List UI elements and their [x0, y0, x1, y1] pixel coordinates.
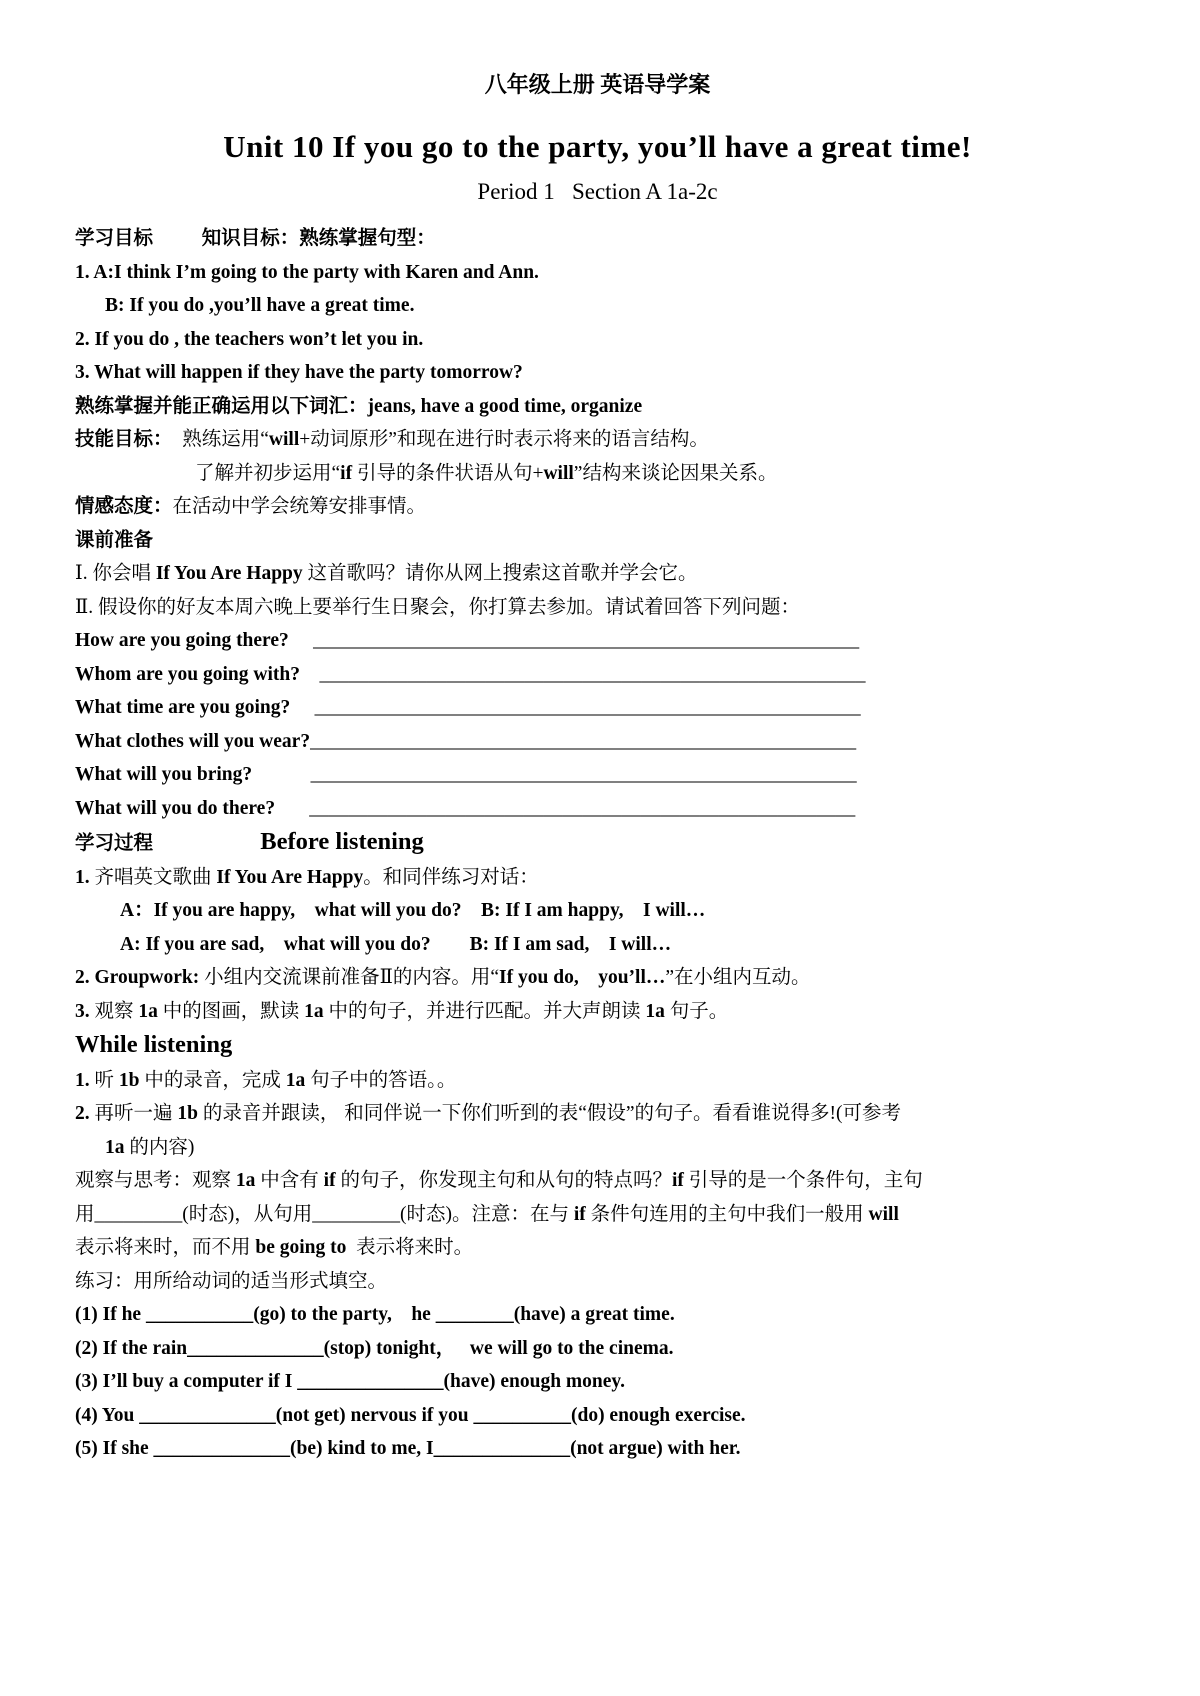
text-segment: While listening	[75, 1031, 233, 1058]
doc-line	[75, 758, 1120, 792]
text-segment	[290, 697, 314, 718]
doc-line	[75, 323, 1120, 357]
text-segment: 1a	[645, 1000, 665, 1022]
text-segment: 听	[94, 1069, 119, 1091]
text-segment: 1a	[138, 1000, 158, 1022]
text-segment: 引导的是一个条件句，主句	[683, 1170, 923, 1191]
doc-line	[75, 961, 1120, 995]
doc-line	[75, 894, 1120, 928]
text-segment: 了解并初步运用“	[195, 462, 341, 484]
text-segment: 条件句连用的主句中我们一般用	[585, 1203, 869, 1225]
text-segment: 这首歌吗？请你从网上搜索这首歌并学会它。	[302, 563, 698, 584]
text-segment: 熟练掌握并能正确运用以下词汇：	[75, 395, 368, 417]
text-segment: 引导的条件状语从句+	[352, 462, 544, 484]
text-segment: ________________________________________________________	[310, 764, 857, 785]
text-segment: A：If you are happy, what will you do? B: If I am happy, I will…	[120, 900, 706, 921]
doc-line	[75, 1164, 1120, 1198]
text-segment: (5) If she ______________(be) kind to me, I______________(not argue) with her.	[75, 1438, 741, 1459]
text-segment: ________________________________________________________	[313, 630, 860, 651]
doc-line	[75, 1399, 1120, 1433]
text-segment: 表示将来时，而不用	[75, 1237, 256, 1258]
text-segment: What time are you going?	[75, 697, 291, 718]
text-segment: If you do, you’ll…	[499, 967, 666, 988]
doc-line	[75, 256, 1120, 290]
doc-line	[75, 1231, 1120, 1265]
doc-line	[75, 1298, 1120, 1332]
doc-line	[75, 1131, 1120, 1165]
text-segment: (1) If he ___________(go) to the party, he ________(have) a great time.	[75, 1304, 675, 1325]
text-segment: 学习过程	[75, 833, 154, 854]
doc-line	[75, 1332, 1120, 1366]
text-segment: 1a	[285, 1069, 306, 1091]
text-segment: 在活动中学会统筹安排事情。	[172, 496, 427, 517]
text-segment	[252, 764, 311, 785]
doc-line	[75, 792, 1120, 826]
doc-title: Unit 10 If you go to the party, you’ll have a great time!	[223, 129, 972, 164]
text-segment: If You Are Happy	[155, 563, 303, 584]
text-segment: 1.	[75, 866, 95, 888]
text-segment: +动词原形”和现在进行时表示将来的语言结构。	[299, 429, 709, 450]
text-segment: 的录音并跟读， 和同伴说一下你们听到的表“假设”的句子。看看谁说得多!(可参考	[198, 1103, 902, 1124]
text-segment: 知识目标：熟练掌握句型：	[201, 228, 436, 249]
doc-line	[75, 524, 1120, 558]
text-segment: 2. Groupwork:	[75, 967, 205, 988]
doc-line	[75, 222, 1120, 256]
text-segment: 3.	[75, 1000, 95, 1022]
text-segment: ________________________________________________________	[319, 663, 866, 685]
doc-line	[75, 825, 1120, 861]
text-segment: if	[573, 1203, 586, 1225]
text-segment: 1b	[118, 1069, 140, 1091]
text-segment: 2.	[75, 1103, 95, 1124]
text-segment: 表示将来时。	[346, 1237, 474, 1258]
text-segment: will	[268, 429, 300, 450]
text-segment: 2. If you do , the teachers won’t let you in.	[75, 328, 424, 350]
text-segment: will	[868, 1203, 899, 1225]
text-segment: ”在小组内互动。	[665, 967, 811, 988]
text-segment: if	[340, 462, 353, 484]
text-segment: ________________________________________________________	[310, 730, 857, 752]
text-segment: will	[543, 462, 574, 484]
text-segment: 小组内交流课前准备Ⅱ的内容。用“	[204, 967, 500, 988]
doc-line	[75, 658, 1120, 692]
text-segment: What will you do there?	[75, 797, 276, 819]
text-segment: What will you bring?	[75, 764, 253, 785]
doc-line	[75, 557, 1120, 591]
text-segment: If You Are Happy	[216, 866, 364, 888]
text-segment: 学习目标	[75, 228, 154, 249]
doc-line	[75, 861, 1120, 895]
text-segment: 课前准备	[75, 529, 154, 551]
text-segment: 齐唱英文歌曲	[94, 866, 217, 888]
doc-line	[75, 356, 1120, 390]
doc-line	[75, 591, 1120, 625]
doc-line	[75, 1265, 1120, 1299]
text-segment: B: If you do ,you’ll have a great time.	[105, 295, 415, 316]
text-segment: A: If you are sad, what will you do? B: If I am sad, I will…	[120, 933, 672, 955]
text-segment	[153, 228, 202, 249]
text-segment: 观察	[94, 1000, 139, 1022]
text-segment: 观察与思考：观察	[75, 1170, 236, 1191]
text-segment: 技能目标：	[75, 429, 173, 450]
doc-line	[75, 725, 1120, 759]
text-segment: 的内容)	[124, 1136, 195, 1158]
text-segment: be going to	[255, 1237, 347, 1258]
text-segment: 1.	[75, 1069, 95, 1091]
text-segment: 。和同伴练习对话：	[363, 866, 539, 888]
text-segment: Whom are you going with?	[75, 663, 300, 685]
text-segment: 3. What will happen if they have the party tomorrow?	[75, 362, 523, 383]
doc-line	[75, 928, 1120, 962]
text-segment: ________________________________________________________	[309, 797, 856, 819]
text-segment: (4) You ______________(not get) nervous if you __________(do) enough exercise.	[75, 1404, 746, 1426]
text-segment: 句子。	[664, 1000, 729, 1022]
text-segment: (2) If the rain______________(stop) tonight， we will go to the cinema.	[75, 1337, 674, 1359]
text-segment: if	[671, 1170, 684, 1191]
text-segment	[300, 664, 320, 685]
text-segment: 再听一遍	[94, 1103, 178, 1124]
doc-line	[75, 1198, 1120, 1232]
doc-line	[75, 289, 1120, 323]
text-segment: 熟练运用“	[172, 429, 269, 450]
text-segment: 中的录音，完成	[139, 1069, 286, 1091]
text-segment: 1. A:I think I’m going to the party with Karen and Ann.	[75, 261, 539, 283]
text-segment: if	[323, 1170, 336, 1191]
doc-line	[75, 490, 1120, 524]
text-segment: 句子中的答语。。	[305, 1069, 457, 1091]
doc-line	[75, 423, 1120, 457]
text-segment: Ⅰ. 你会唱	[75, 563, 156, 584]
doc-line	[75, 691, 1120, 725]
text-segment	[153, 833, 260, 854]
text-segment: 中的句子，并进行匹配。并大声朗读	[323, 1000, 646, 1022]
text-segment: 1a	[105, 1136, 125, 1158]
text-segment	[275, 798, 309, 819]
doc-subtitle: Period 1 Section A 1a-2c	[477, 179, 718, 204]
text-segment: 1a	[235, 1170, 256, 1191]
text-segment: 1b	[177, 1103, 198, 1124]
doc-line	[75, 1097, 1120, 1131]
text-segment: 中含有	[255, 1170, 324, 1191]
doc-line	[75, 1432, 1120, 1466]
doc-line	[75, 995, 1120, 1029]
text-segment: 练习：用所给动词的适当形式填空。	[75, 1270, 388, 1292]
doc-header: 八年级上册 英语导学案	[484, 72, 711, 97]
text-segment: (3) I’ll buy a computer if I _______________(have) enough money.	[75, 1371, 625, 1392]
doc-line	[75, 390, 1120, 424]
text-segment: 用_________(时态)，从句用_________(时态)。注意：在与	[75, 1203, 574, 1225]
text-segment	[289, 630, 313, 651]
doc-line	[75, 1064, 1120, 1098]
text-segment: What clothes will you wear?	[75, 730, 311, 752]
text-segment: How are you going there?	[75, 630, 289, 651]
text-segment: 中的图画，默读	[157, 1000, 305, 1022]
text-segment: ”结构来谈论因果关系。	[573, 462, 778, 484]
text-segment: 的句子，你发现主句和从句的特点吗？	[335, 1170, 672, 1191]
text-segment: Ⅱ. 假设你的好友本周六晚上要举行生日聚会，你打算去参加。请试着回答下列问题：	[75, 596, 801, 618]
text-segment: jeans, have a good time, organize	[367, 395, 643, 417]
doc-body	[75, 222, 1120, 1466]
doc-line	[75, 457, 1120, 491]
text-segment: ________________________________________________________	[314, 697, 861, 718]
text-segment: Before listening	[260, 828, 424, 855]
doc-line	[75, 1028, 1120, 1064]
doc-line	[75, 624, 1120, 658]
text-segment: 情感态度：	[75, 496, 173, 517]
doc-line	[75, 1365, 1120, 1399]
text-segment: 1a	[304, 1000, 324, 1022]
